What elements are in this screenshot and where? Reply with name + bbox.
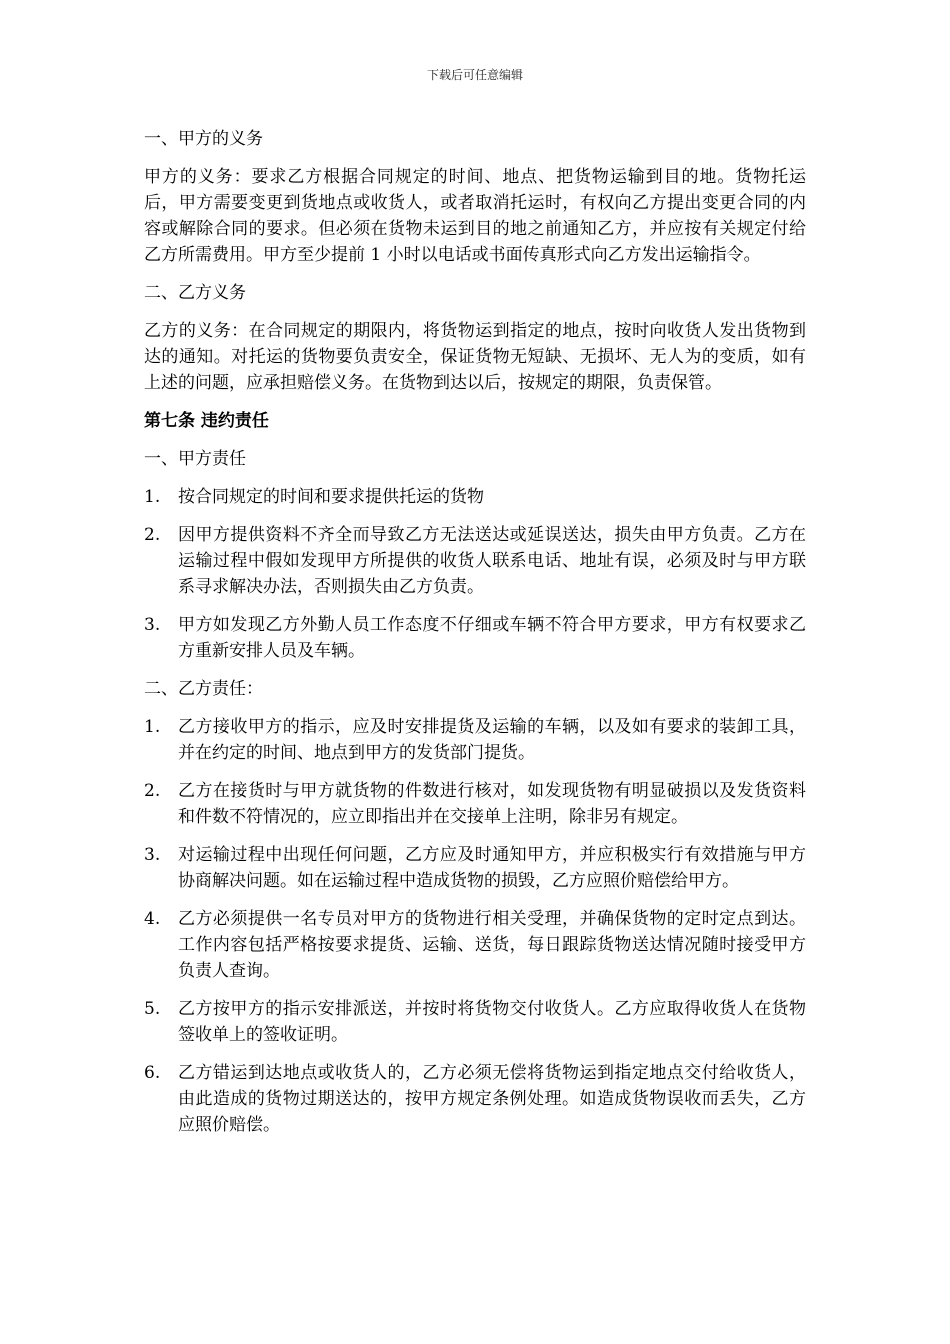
party-b-duties-text: 乙方的义务：在合同规定的期限内，将货物运到指定的地点，按时向收货人发出货物到达的通知。对托运的货物要负责安全，保证货物无短缺、无损坏、无人为的变质，如有上述的问题，应承担赔偿义务。在货物到达以后，按规定的期限，负责保管。 (144, 321, 806, 393)
list-item (144, 522, 806, 600)
list-item (144, 714, 806, 766)
list-item-number: 1. (144, 487, 161, 507)
list-item-number: 5. (144, 999, 161, 1019)
list-item-text: 因甲方提供资料不齐全而导致乙方无法送达或延误送达，损失由甲方负责。乙方在运输过程中假如发现甲方所提供的收货人联系电话、地址有误，必须及时与甲方联系寻求解决办法，否则损失由乙方负责。 (178, 525, 806, 597)
list-item-text: 按合同规定的时间和要求提供托运的货物 (178, 487, 484, 507)
list-item-text: 乙方按甲方的指示安排派送，并按时将货物交付收货人。乙方应取得收货人在货物签收单上的签收证明。 (178, 999, 806, 1045)
list-item-text: 乙方在接货时与甲方就货物的件数进行核对，如发现货物有明显破损以及发货资料和件数不符情况的，应立即指出并在交接单上注明，除非另有规定。 (178, 781, 806, 827)
list-item-text: 对运输过程中出现任何问题，乙方应及时通知甲方，并应积极实行有效措施与甲方协商解决问题。如在运输过程中造成货物的损毁，乙方应照价赔偿给甲方。 (178, 845, 806, 891)
article-seven-heading: 第七条 违约责任 (144, 411, 269, 431)
list-item-text: 乙方接收甲方的指示，应及时安排提货及运输的车辆，以及如有要求的装卸工具，并在约定的时间、地点到甲方的发货部门提货。 (178, 717, 806, 763)
party-a-duties-heading: 一、甲方的义务 (144, 129, 263, 149)
list-item-number: 3. (144, 615, 161, 635)
list-item (144, 1060, 806, 1138)
list-item-number: 1. (144, 717, 161, 737)
list-item-text: 乙方错运到达地点或收货人的，乙方必须无偿将货物运到指定地点交付给收货人，由此造成的货物过期送达的，按甲方规定条例处理。如造成货物误收而丢失，乙方应照价赔偿。 (178, 1063, 806, 1135)
list-item (144, 484, 806, 510)
page-header: 下载后可任意编辑 (426, 68, 523, 82)
party-a-duties-text: 甲方的义务：要求乙方根据合同规定的时间、地点、把货物运输到目的地。货物托运后，甲方需要变更到货地点或收货人，或者取消托运时，有权向乙方提出变更合同的内容或解除合同的要求。但必须在货物未运到目的地之前通知乙方，并应按有关规定付给乙方所需费用。甲方至少提前 1 小时以电话或书面传真形式向乙方发出运输指令。 (144, 167, 806, 265)
party-b-liability-heading: 二、乙方责任： (144, 679, 263, 699)
document-body (144, 126, 806, 1150)
list-item-number: 4. (144, 909, 161, 929)
list-item-text: 甲方如发现乙方外勤人员工作态度不仔细或车辆不符合甲方要求，甲方有权要求乙方重新安排人员及车辆。 (178, 615, 806, 661)
list-item (144, 842, 806, 894)
list-item-number: 6. (144, 1063, 161, 1083)
list-item (144, 996, 806, 1048)
party-b-duties-heading: 二、乙方义务 (144, 283, 246, 303)
list-item-number: 3. (144, 845, 161, 865)
list-item-number: 2. (144, 525, 161, 545)
party-a-liability-heading: 一、甲方责任 (144, 449, 246, 469)
party-a-liability-list (144, 484, 806, 664)
list-item-text: 乙方必须提供一名专员对甲方的货物进行相关受理，并确保货物的定时定点到达。工作内容包括严格按要求提货、运输、送货，每日跟踪货物送达情况随时接受甲方负责人查询。 (178, 909, 806, 981)
party-b-liability-list (144, 714, 806, 1138)
list-item (144, 778, 806, 830)
list-item-number: 2. (144, 781, 161, 801)
list-item (144, 906, 806, 984)
list-item (144, 612, 806, 664)
